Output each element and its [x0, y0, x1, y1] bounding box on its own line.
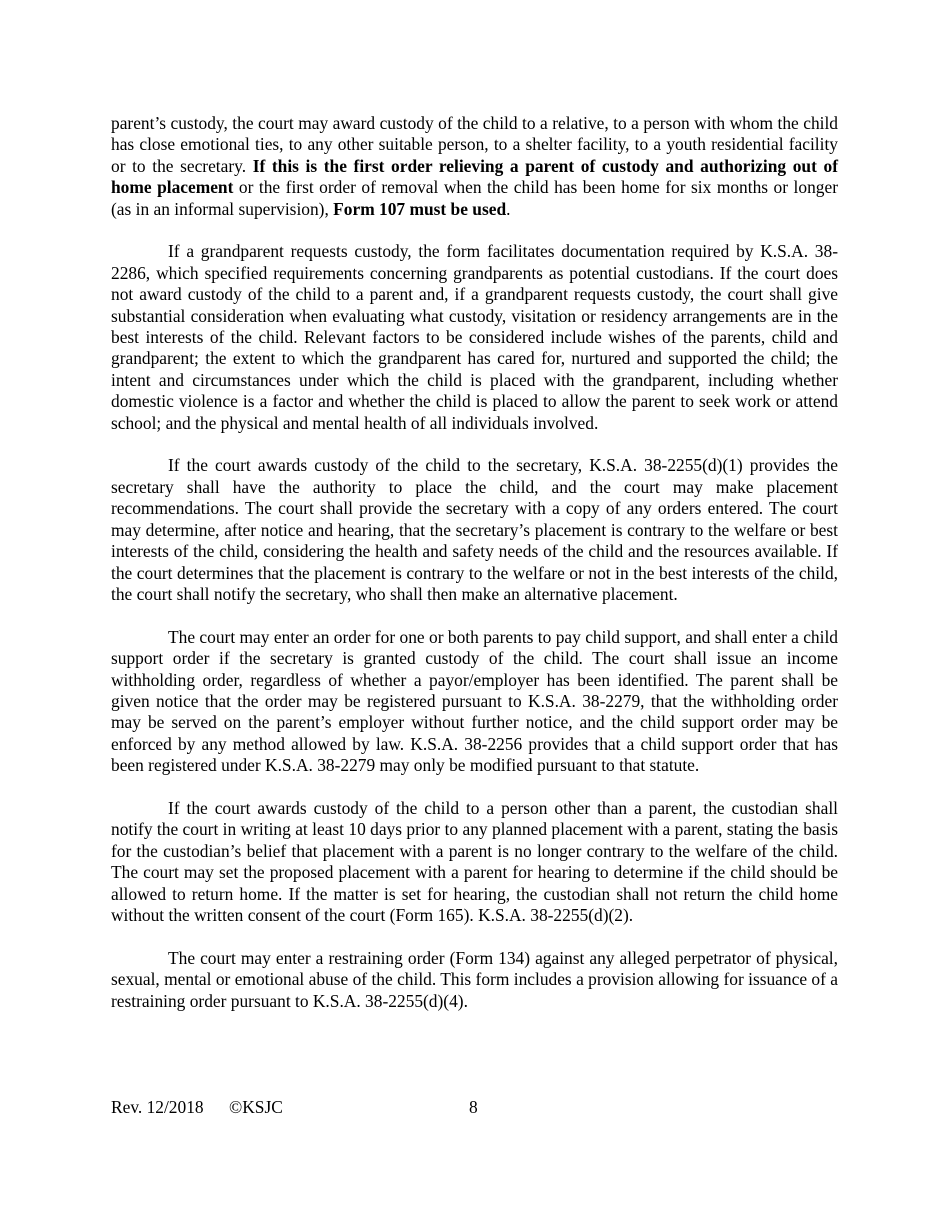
document-body — [111, 113, 838, 1033]
paragraph-segment: The court may enter an order for one or both parents to pay child support, and shall enter a child support order if the secretary is granted custody of the child. The court shall issue an income withholding order, regardless of whether a payor/employer has been identified. The parent shall be given notice that the order may be registered pursuant to K.S.A. 38-2279, that the withholding order may be served on the parent’s employer without further notice, and the child support order may be enforced by any method allowed by law. K.S.A. 38-2256 provides that a child support order that has been registered under K.S.A. 38-2279 may only be modified pursuant to that statute. — [111, 626, 838, 776]
paragraph-segment: parent’s custody, the court may award custody of the child to a relative, to a person with whom the child has close emotional ties, to any other suitable person, to a shelter facility, to a youth residential facility or to the secretary. — [111, 113, 838, 176]
paragraph-grandparent-custody — [111, 241, 838, 434]
paragraph-segment: . — [506, 198, 511, 219]
page-footer — [111, 1097, 838, 1119]
paragraph-segment: If the court awards custody of the child to the secretary, K.S.A. 38-2255(d)(1) provides the secretary shall have the authority to place the child, and the court may make placement recommendations. The court shall provide the secretary with a copy of any orders entered. The court may determine, after notice and hearing, that the secretary’s placement is contrary to the welfare or best interests of the child, considering the health and safety needs of the child and the resources available. If the court determines that the placement is contrary to the welfare or not in the best interests of the child, the court shall notify the secretary, who shall then make an alternative placement. — [111, 455, 838, 604]
footer-revision: Rev. 12/2018 — [111, 1097, 204, 1117]
paragraph-secretary-custody — [111, 455, 838, 605]
paragraph-segment: If the court awards custody of the child to a person other than a parent, the custodian shall notify the court in writing at least 10 days prior to any planned placement with a parent, stating the basis for the custodian’s belief that placement with a parent is no longer contrary to the welfare of the child. The court may set the proposed placement with a parent for hearing to determine if the child should be allowed to return home. If the matter is set for hearing, the custodian shall not return the child home without the written consent of the court (Form 165). K.S.A. 38-2255(d)(2). — [111, 797, 838, 925]
paragraph-segment: The court may enter a restraining order (Form 134) against any alleged perpetrator of physical, sexual, mental or emotional abuse of the child. This form includes a provision allowing for issuance of a restraining order pursuant to K.S.A. 38-2255(d)(4). — [111, 947, 838, 1011]
paragraph-custody-options — [111, 113, 838, 220]
paragraph-segment: If a grandparent requests custody, the form facilitates documentation required by K.S.A. 38-2286, which specified requirements concerning grandparents as potential custodians. If the court does not award custody of the child to a parent and, if a grandparent requests custody, the court shall give substantial consideration when evaluating what custody, visitation or residency arrangements are in the best interests of the child. Relevant factors to be considered include wishes of the parents, child and grandparent; the extent to which the grandparent has cared for, nurtured and supported the child; the intent and circumstances under which the child is placed with the grandparent, including whether domestic violence is a factor and whether the child is placed to allow the parent to seek work or attend school; and the physical and mental health of all individuals involved. — [111, 241, 838, 433]
footer-copyright: ©KSJC — [229, 1097, 283, 1117]
page-number: 8 — [469, 1097, 478, 1117]
paragraph-restraining-order — [111, 948, 838, 1012]
paragraph-segment-bold: Form 107 must be used — [333, 198, 507, 219]
paragraph-segment-bold: If this is the first order relieving a parent of custody and authorizing out of home placement — [111, 155, 838, 198]
paragraph-child-support — [111, 627, 838, 777]
paragraph-segment: or the first order of removal when the child has been home for six months or longer (as in an informal supervision), — [111, 177, 838, 219]
paragraph-custodian-notice — [111, 798, 838, 926]
